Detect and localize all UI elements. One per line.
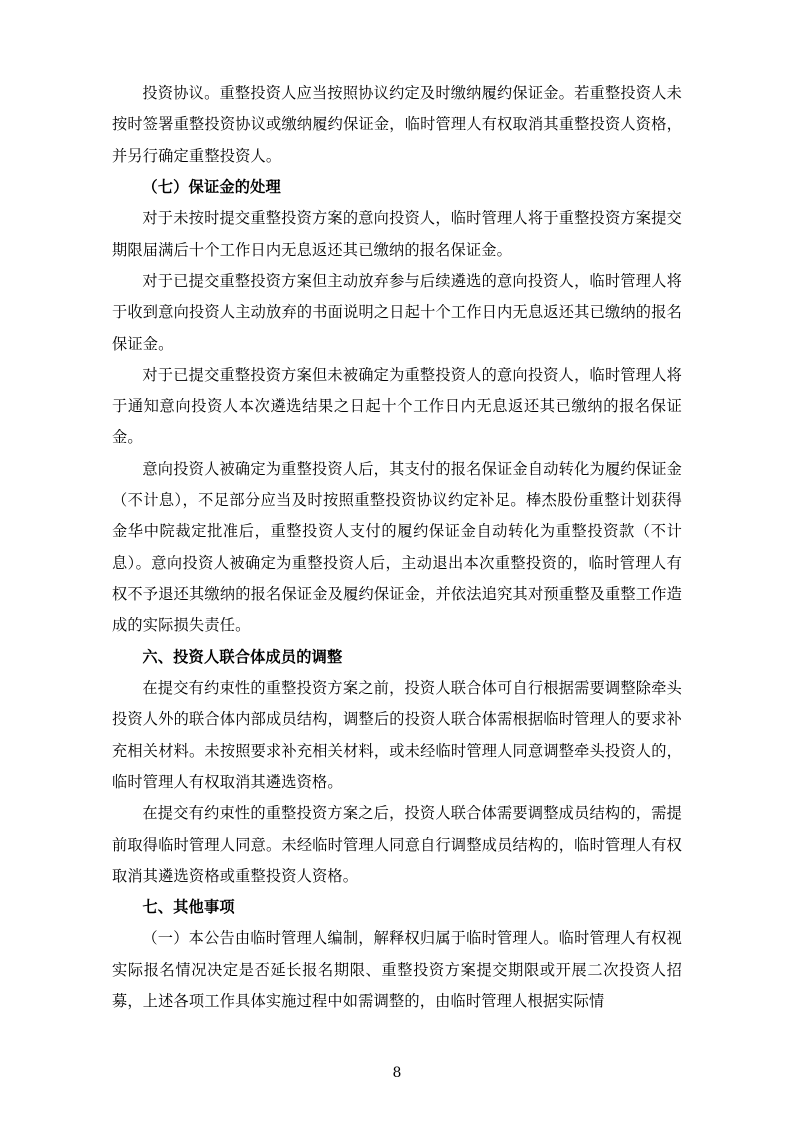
paragraph: 投资协议。重整投资人应当按照协议约定及时缴纳履约保证金。若重整投资人未按时签署重整投资协议或缴纳履约保证金，临时管理人有权取消其重整投资人资格，并另行确定重整投资人。: [112, 84, 682, 165]
paragraph: 在提交有约束性的重整投资方案之后，投资人联合体需要调整成员结构的，需提前取得临时管理人同意。未经临时管理人同意自行调整成员结构的，临时管理人有权取消其遴选资格或重整投资人资格。: [112, 804, 682, 885]
paragraph: （一）本公告由临时管理人编制，解释权归属于临时管理人。临时管理人有权视实际报名情况决定是否延长报名期限、重整投资方案提交期限或开展二次投资人招募，上述各项工作具体实施过程中如需调整的，由临时管理人根据实际情: [112, 929, 682, 1011]
paragraph: 对于已提交重整投资方案但未被确定为重整投资人的意向投资人，临时管理人将于通知意向投资人本次遴选结果之日起十个工作日内无息返还其已缴纳的报名保证金。: [112, 365, 682, 447]
page-number: 8: [392, 1065, 402, 1081]
section-heading: 六、投资人联合体成员的调整: [142, 647, 343, 666]
section-heading: （七）保证金的处理: [142, 177, 281, 196]
paragraph: 对于未按时提交重整投资方案的意向投资人，临时管理人将于重整投资方案提交期限届满后十个工作日内无息返还其已缴纳的报名保证金。: [112, 209, 682, 259]
paragraph: 意向投资人被确定为重整投资人后，其支付的报名保证金自动转化为履约保证金（不计息），不足部分应当及时按照重整投资协议约定补足。棒杰股份重整计划获得金华中院裁定批准后，重整投资人支付的履约保证金自动转化为重整投资款（不计息）。意向投资人被确定为重整投资人后，主动退出本次重整投资的，临时管理人有权不予退还其缴纳的报名保证金及履约保证金，并依法追究其对预重整及重整工作造成的实际损失责任。: [112, 459, 682, 635]
paragraph: 在提交有约束性的重整投资方案之前，投资人联合体可自行根据需要调整除牵头投资人外的联合体内部成员结构，调整后的投资人联合体需根据临时管理人的要求补充相关材料。未按照要求补充相关材料，或未经临时管理人同意调整牵头投资人的，临时管理人有权取消其遴选资格。: [112, 678, 682, 791]
document-body: [112, 78, 682, 1017]
section-heading: 七、其他事项: [142, 898, 235, 917]
paragraph: 对于已提交重整投资方案但主动放弃参与后续遴选的意向投资人，临时管理人将于收到意向投资人主动放弃的书面说明之日起十个工作日内无息返还其已缴纳的报名保证金。: [112, 271, 682, 353]
